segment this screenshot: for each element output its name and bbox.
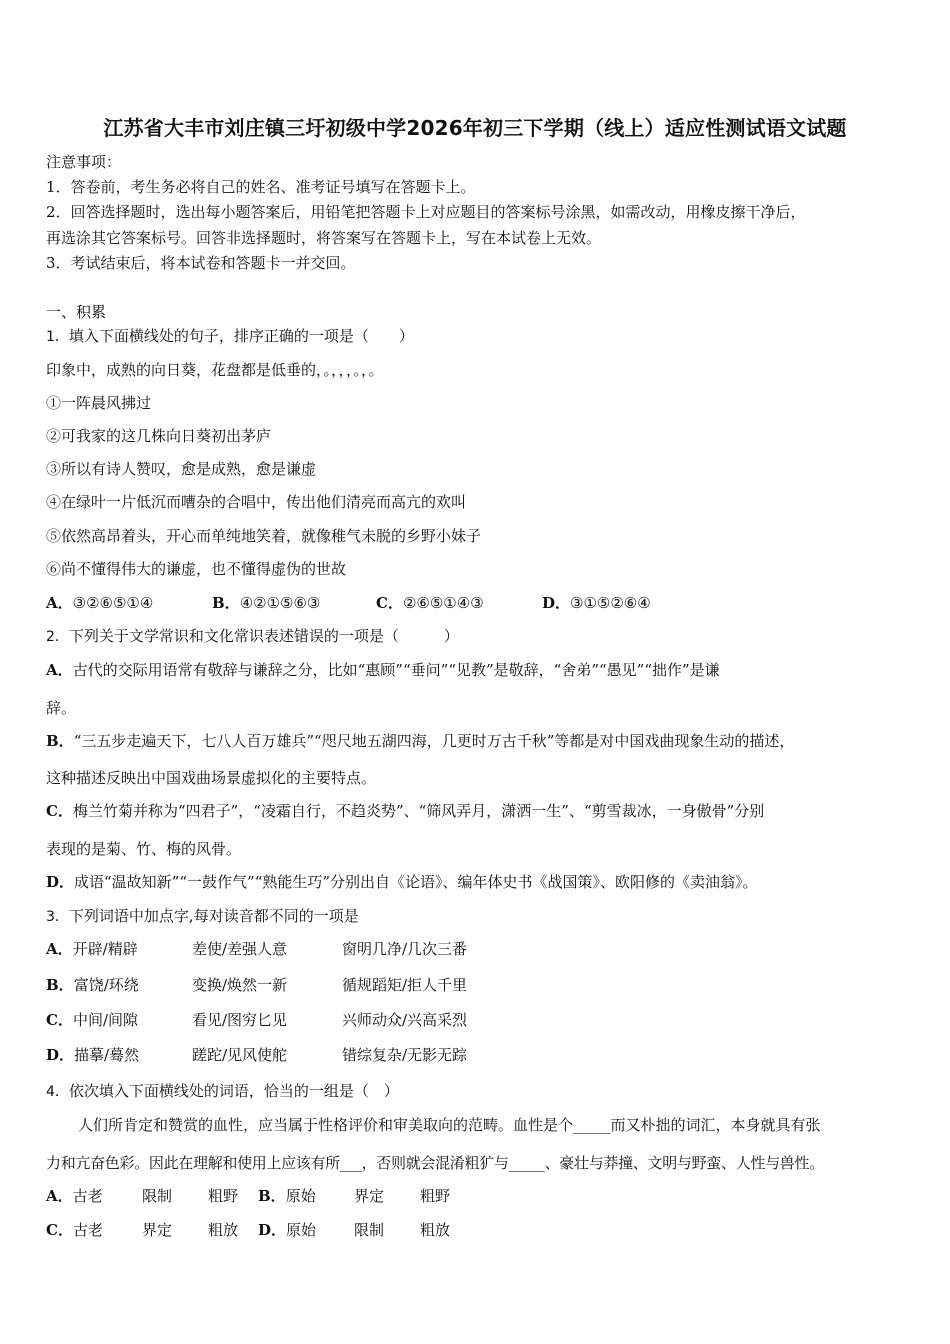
question-stem: 依次填入下面横线处的词语，恰当的一组是（ ） [68, 1082, 399, 1100]
page-title: 江苏省大丰市刘庄镇三圩初级中学2026年初三下学期（线上）适应性测试语文试题 [103, 116, 847, 140]
q1-sentence-2: ②可我家的这几株向日葵初出茅庐 [46, 427, 272, 445]
notice-item-2a: 2．回答选择题时，选出每小题答案后，用铅笔把答题卡上对应题目的答案标号涂黑，如需改动，用橡皮擦干净后， [46, 203, 806, 221]
q2-option-a[interactable]: A．古代的交际用语常有敬辞与谦辞之分，比如“惠顾”“垂问”“见教”是敬辞，“舍弟”“愚见”“拙作”是谦 [46, 661, 720, 679]
section-heading: 一、积累 [46, 303, 107, 321]
question-stem: 下列词语中加点字,每对读音都不同的一项是 [68, 907, 359, 925]
q1-option-d[interactable]: D．③①⑤②⑥④ [542, 594, 651, 612]
question-number: 1． [46, 329, 69, 345]
q4-option-c-word-3: 粗放 [208, 1221, 239, 1239]
q2-option-b-cont: 这种描述反映出中国戏曲场景虚拟化的主要特点。 [46, 769, 377, 787]
question-stem: 下列关于文学常识和文化常识表述错误的一项是（ ） [68, 627, 459, 645]
q1-sentence-4: ④在绿叶一片低沉而嘈杂的合唱中，传出他们清亮而高亢的欢叫 [46, 493, 467, 511]
question-number: 2． [46, 629, 69, 645]
q4-option-b-word-3: 粗野 [420, 1187, 451, 1205]
question-2 [46, 626, 459, 647]
q4-passage-line-2: 力和亢奋色彩。因此在理解和使用上应该有所___，否则就会混淆粗犷与_____、豪壮与莽撞、文明与野蛮、人性与兽性。 [46, 1154, 824, 1172]
q4-option-d-word-2: 限制 [354, 1221, 385, 1239]
q4-option-a-label[interactable]: A．古老 [46, 1187, 103, 1205]
question-4 [46, 1081, 399, 1102]
question-number: 4． [46, 1084, 69, 1100]
notice-item-3: 3．考试结束后，将本试卷和答题卡一并交回。 [46, 254, 356, 272]
exam-page: 江苏省大丰市刘庄镇三圩初级中学2026年初三下学期（线上）适应性测试语文试题 注意事项： 1．答卷前，考生务必将自己的姓名、准考证号填写在答题卡上。 2．回答选择题时，选出每小题答案后，用铅笔把答题卡上对应题目的答案标号涂黑，如需改动，用橡皮擦干净后， 再选涂其它答案标号。回答非选择题时，将答案写在答题卡上，写在本试卷上无效。 3．考试结束后，将本试卷和答题卡一并交回。 一、积累 1．填入下面横线处的句子，排序正确的一项是（ ） 印象中，成熟的向日葵，花盘都是低垂的，。，，，。，。 ①一阵晨风拂过 ②可我家的这几株向日葵初出茅庐 ③所以有诗人赞叹，愈是成熟，愈是谦虚 ④在绿叶一片低沉而嘈杂的合唱中，传出他们清亮而高亢的欢叫 ⑤依然高昂着头，开心而单纯地笑着，就像稚气未脱的乡野小妹子 ⑥尚不懂得伟大的谦虚，也不懂得虚伪的世故 A．③②⑥⑤①④ B．④②①⑤⑥③ C．②⑥⑤①④③ D．③①⑤②⑥④ 2．下列关于文学常识和文化常识表述错误的一项是（ ） A．古代的交际用语常有敬辞与谦辞之分，比如“惠顾”“垂问”“见教”是敬辞，“舍弟”“愚见”“拙作”是谦 辞。 B．“三五步走遍天下，七八人百万雄兵”“咫尺地五湖四海，几更时万古千秋”等都是对中国戏曲现象生动的描述， 这种描述反映出中国戏曲场景虚拟化的主要特点。 C．梅兰竹菊并称为“四君子”，“凌霜自行，不趋炎势”、“筛风弄月，潇洒一生”、“剪雪裁冰，一身傲骨”分别 表现的是菊、竹、梅的风骨。 D．成语“温故知新”“一鼓作气”“熟能生巧”分别出自《论语》、编年体史书《战国策》、欧阳修的《卖油翁》。 3．下列词语中加点字,每对读音都不同的一项是 A．开辟/精辟 差使/差强人意 窗明几净/几次三番 B．富饶/环绕 变换/焕然一新 循规蹈矩/拒人千里 C．中间/间隙 看见/图穷匕见 兴师动众/兴高采烈 D．描摹/蓦然 蹉跎/见风使舵 错综复杂/无影无踪 4．依次填入下面横线处的词语，恰当的一组是（ ） 人们所肯定和赞赏的血性，应当属于性格评价和审美取向的范畴。血性是个_____而又朴拙的词汇，本身就具有张 力和亢奋色彩。因此在理解和使用上应该有所___，否则就会混淆粗犷与_____、豪壮与莽撞、文明与野蛮、人性与兽性。 A．古老 限制 粗野 B．原始 界定 粗野 C．古老 界定 粗放 D．原始 限制 粗放 [0, 0, 950, 1344]
q1-option-c[interactable]: C．②⑥⑤①④③ [376, 594, 484, 612]
q2-option-b[interactable]: B．“三五步走遍天下，七八人百万雄兵”“咫尺地五湖四海，几更时万古千秋”等都是对中国戏曲现象生动的描述， [46, 732, 795, 750]
q1-sentence-3: ③所以有诗人赞叹，愈是成熟，愈是谦虚 [46, 460, 317, 478]
notice-heading: 注意事项： [46, 153, 122, 171]
q1-option-b[interactable]: B．④②①⑤⑥③ [212, 594, 321, 612]
question-number: 3． [46, 909, 69, 925]
q4-option-c-word-2: 界定 [142, 1221, 173, 1239]
q2-option-a-cont: 辞。 [46, 699, 77, 717]
q4-option-c-label[interactable]: C．古老 [46, 1221, 103, 1239]
q4-option-a-word-3: 粗野 [208, 1187, 239, 1205]
q4-option-a-word-2: 限制 [142, 1187, 173, 1205]
q4-option-b-label[interactable]: B．原始 [258, 1187, 316, 1205]
q1-sentence-6: ⑥尚不懂得伟大的谦虚，也不懂得虚伪的世故 [46, 560, 347, 578]
q1-sentence-5: ⑤依然高昂着头，开心而单纯地笑着，就像稚气未脱的乡野小妹子 [46, 527, 482, 545]
q4-passage-line-1: 人们所肯定和赞赏的血性，应当属于性格评价和审美取向的范畴。血性是个_____而又朴拙的词汇，本身就具有张 [78, 1116, 821, 1134]
question-1 [46, 326, 414, 347]
question-3 [46, 906, 359, 927]
q4-option-b-word-2: 界定 [354, 1187, 385, 1205]
notice-item-1: 1．答卷前，考生务必将自己的姓名、准考证号填写在答题卡上。 [46, 178, 476, 196]
q2-option-c-cont: 表现的是菊、竹、梅的风骨。 [46, 840, 242, 858]
q2-option-c[interactable]: C．梅兰竹菊并称为“四君子”，“凌霜自行，不趋炎势”、“筛风弄月，潇洒一生”、“剪雪裁冰，一身傲骨”分别 [46, 802, 765, 820]
q4-option-d-label[interactable]: D．原始 [258, 1221, 317, 1239]
question-stem: 填入下面横线处的句子，排序正确的一项是（ ） [68, 327, 414, 345]
q2-option-d[interactable]: D．成语“温故知新”“一鼓作气”“熟能生巧”分别出自《论语》、编年体史书《战国策》、欧阳修的《卖油翁》。 [46, 873, 758, 891]
q1-option-a[interactable]: A．③②⑥⑤①④ [46, 594, 154, 612]
notice-item-2b: 再选涂其它答案标号。回答非选择题时，将答案写在答题卡上，写在本试卷上无效。 [46, 229, 602, 247]
q4-option-d-word-3: 粗放 [420, 1221, 451, 1239]
q1-sentence-1: ①一阵晨风拂过 [46, 394, 152, 412]
q1-lead-sentence: 印象中，成熟的向日葵，花盘都是低垂的，。，，，。，。 [46, 361, 384, 379]
